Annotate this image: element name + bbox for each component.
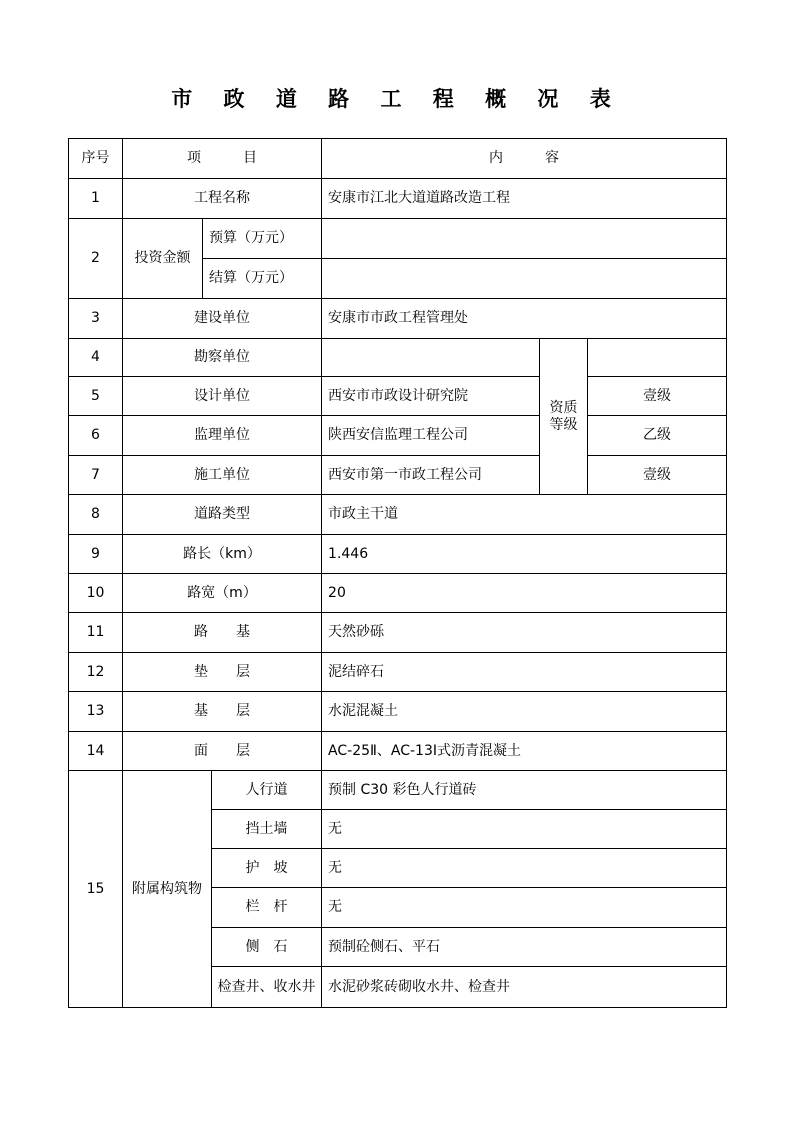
table-row <box>69 574 727 613</box>
settlement-label: 结算（万元） <box>203 259 322 299</box>
table-row <box>69 179 727 219</box>
table-row <box>69 377 727 416</box>
row-no: 12 <box>69 653 123 692</box>
qualification-grade <box>588 339 727 377</box>
row-label: 施工单位 <box>123 456 322 495</box>
ancillary-item-value: 无 <box>322 810 727 849</box>
row-label: 面 层 <box>123 732 322 771</box>
row-no: 15 <box>69 771 123 1008</box>
investment-group-label: 投资金额 <box>123 219 203 299</box>
header-row <box>69 139 727 179</box>
qualification-grade: 壹级 <box>588 377 727 416</box>
row-label: 勘察单位 <box>123 339 322 377</box>
table-row <box>69 535 727 574</box>
row-value: AC-25Ⅱ、AC-13Ⅰ式沥青混凝土 <box>322 732 727 771</box>
row-label: 路 基 <box>123 613 322 653</box>
ancillary-item-label: 人行道 <box>212 771 322 810</box>
project-overview-table <box>68 138 727 1008</box>
row-value: 泥结碎石 <box>322 653 727 692</box>
row-value: 安康市市政工程管理处 <box>322 299 727 339</box>
row-label: 建设单位 <box>123 299 322 339</box>
header-content: 内 容 <box>322 139 727 179</box>
row-label: 道路类型 <box>123 495 322 535</box>
row-no: 14 <box>69 732 123 771</box>
row-label: 基 层 <box>123 692 322 732</box>
row-label: 路长（km） <box>123 535 322 574</box>
row-no: 3 <box>69 299 123 339</box>
row-label: 工程名称 <box>123 179 322 219</box>
ancillary-item-value: 无 <box>322 849 727 888</box>
table-row <box>69 339 727 377</box>
qualification-grade: 乙级 <box>588 416 727 456</box>
table-row <box>69 613 727 653</box>
ancillary-item-value: 水泥砂浆砖砌收水井、检查井 <box>322 967 727 1008</box>
settlement-value <box>322 259 727 299</box>
row-no: 5 <box>69 377 123 416</box>
budget-label: 预算（万元） <box>203 219 322 259</box>
row-no: 4 <box>69 339 123 377</box>
ancillary-item-label: 侧 石 <box>212 928 322 967</box>
row-value: 西安市市政设计研究院 <box>322 377 540 416</box>
row-value: 20 <box>322 574 727 613</box>
budget-value <box>322 219 727 259</box>
row-no: 7 <box>69 456 123 495</box>
row-value: 市政主干道 <box>322 495 727 535</box>
row-value: 天然砂砾 <box>322 613 727 653</box>
ancillary-group-label: 附属构筑物 <box>123 771 212 1008</box>
row-value: 西安市第一市政工程公司 <box>322 456 540 495</box>
row-no: 8 <box>69 495 123 535</box>
row-value: 陕西安信监理工程公司 <box>322 416 540 456</box>
table-row <box>69 456 727 495</box>
table-row <box>69 653 727 692</box>
page-title: 市 政 道 路 工 程 概 况 表 <box>171 86 623 111</box>
row-label: 垫 层 <box>123 653 322 692</box>
qualification-label: 资质等级 <box>540 339 588 495</box>
row-value: 水泥混凝土 <box>322 692 727 732</box>
table-row <box>69 771 727 810</box>
table-row <box>69 495 727 535</box>
row-no: 11 <box>69 613 123 653</box>
ancillary-item-label: 检查井、收水井 <box>212 967 322 1008</box>
header-item: 项 目 <box>123 139 322 179</box>
row-no: 1 <box>69 179 123 219</box>
ancillary-item-value: 预制 C30 彩色人行道砖 <box>322 771 727 810</box>
ancillary-item-label: 栏 杆 <box>212 888 322 928</box>
table-row <box>69 732 727 771</box>
row-no: 13 <box>69 692 123 732</box>
row-value <box>322 339 540 377</box>
ancillary-item-value: 无 <box>322 888 727 928</box>
row-value: 安康市江北大道道路改造工程 <box>322 179 727 219</box>
header-no: 序号 <box>69 139 123 179</box>
ancillary-item-value: 预制砼侧石、平石 <box>322 928 727 967</box>
row-label: 路宽（m） <box>123 574 322 613</box>
table-row <box>69 692 727 732</box>
ancillary-item-label: 挡土墙 <box>212 810 322 849</box>
table-row <box>69 219 727 259</box>
row-no: 9 <box>69 535 123 574</box>
qualification-grade: 壹级 <box>588 456 727 495</box>
ancillary-item-label: 护 坡 <box>212 849 322 888</box>
row-label: 监理单位 <box>123 416 322 456</box>
row-label: 设计单位 <box>123 377 322 416</box>
table-row <box>69 416 727 456</box>
row-no: 10 <box>69 574 123 613</box>
row-no: 6 <box>69 416 123 456</box>
row-no: 2 <box>69 219 123 299</box>
table-row <box>69 299 727 339</box>
row-value: 1.446 <box>322 535 727 574</box>
